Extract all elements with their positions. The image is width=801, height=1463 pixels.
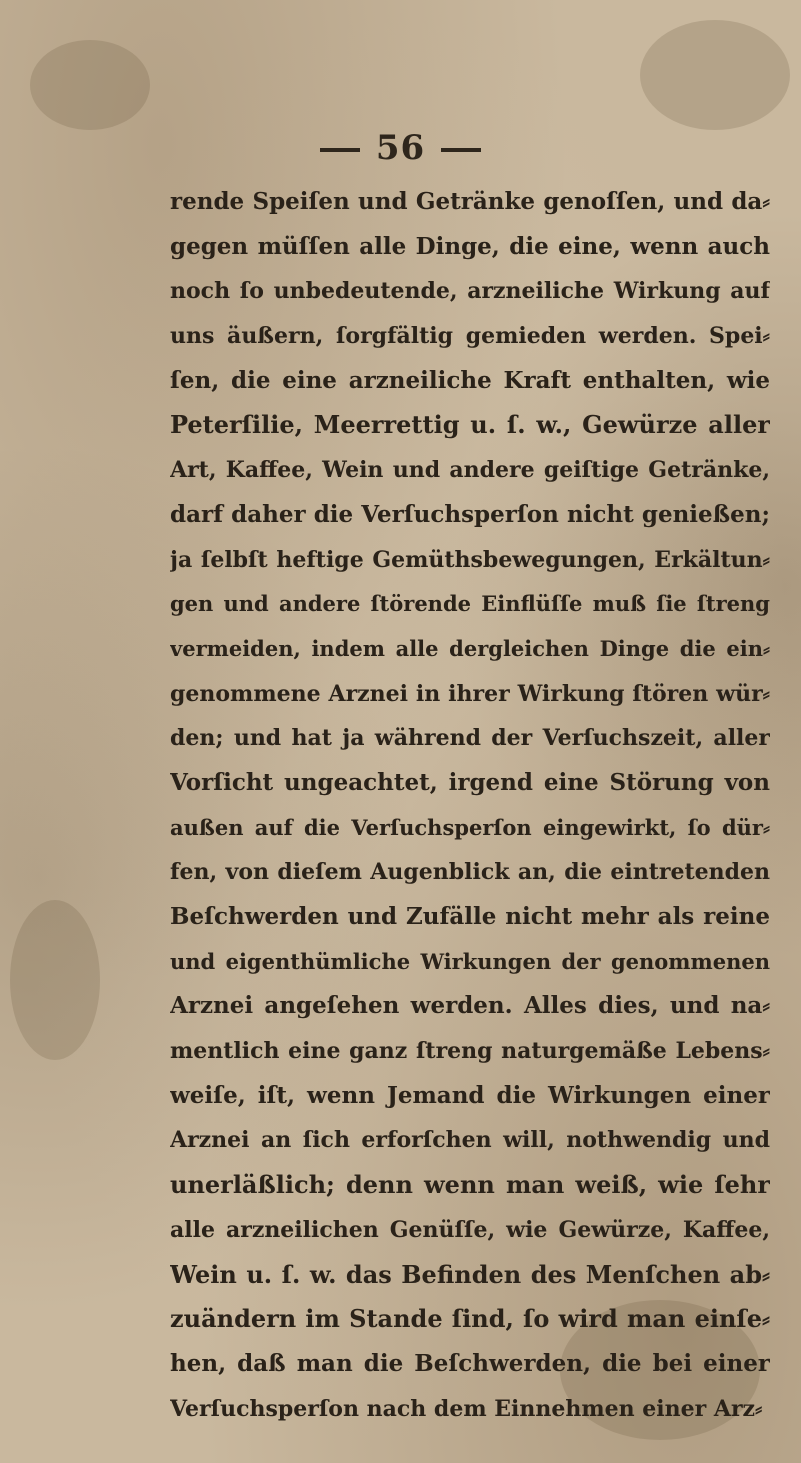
- text-line: gegen müſſen alle Dinge, die eine, wenn auch: [170, 232, 770, 260]
- text-line: ſen, die eine arzneiliche Kraft enthalten, wie: [170, 366, 770, 394]
- text-line: zuändern im Stande ſind, ſo wird man einſe⸗: [170, 1304, 770, 1334]
- text-line: darf daher die Verſuchsperſon nicht genießen;: [170, 500, 770, 528]
- text-line: Beſchwerden und Zufälle nicht mehr als reine: [170, 903, 770, 930]
- text-line: unerläßlich; denn wenn man weiß, wie ſehr: [170, 1170, 770, 1200]
- text-line: Art, Kaffee, Wein und andere geiſtige Getränke,: [170, 457, 770, 484]
- text-line: Vorſicht ungeachtet, irgend eine Störung von: [170, 768, 770, 796]
- text-line: mentlich eine ganz ſtreng naturgemäße Lebens⸗: [170, 1038, 770, 1065]
- text-line: uns äußern, ſorgfältig gemieden werden. Spei⸗: [170, 323, 770, 350]
- paper-stain: [640, 20, 790, 130]
- text-line: noch ſo unbedeutende, arzneiliche Wirkung auf: [170, 278, 770, 305]
- text-line: Peterſilie, Meerrettig u. ſ. w., Gewürze aller: [170, 410, 770, 440]
- page-header: [0, 128, 801, 168]
- text-line: Arznei angeſehen werden. Alles dies, und na⸗: [170, 992, 770, 1020]
- text-line: genommene Arznei in ihrer Wirkung ſtören wür⸗: [170, 680, 770, 707]
- text-line: gen und andere ſtörende Einflüſſe muß ſie ſtreng: [170, 591, 770, 617]
- text-line: Verſuchsperſon nach dem Einnehmen einer Arz⸗: [170, 1395, 763, 1422]
- text-line: Wein u. ſ. w. das Befinden des Menſchen ab⸗: [170, 1259, 770, 1289]
- text-line: den; und hat ja während der Verſuchszeit, aller: [170, 725, 770, 752]
- paper-stain: [30, 40, 150, 130]
- body-text: [170, 180, 770, 1431]
- text-line: außen auf die Verſuchsperſon eingewirkt, ſo dür⸗: [170, 814, 770, 840]
- text-line: fen, von dieſem Augenblick an, die eintretenden: [170, 859, 770, 886]
- paper-stain: [10, 900, 100, 1060]
- header-dash-right: [441, 148, 481, 152]
- text-line: rende Speiſen und Getränke genoſſen, und da⸗: [170, 188, 770, 215]
- text-line: hen, daß man die Beſchwerden, die bei einer: [170, 1349, 770, 1377]
- text-line: weiſe, iſt, wenn Jemand die Wirkungen einer: [170, 1081, 770, 1109]
- text-line: vermeiden, indem alle dergleichen Dinge die ein⸗: [170, 635, 770, 661]
- text-line: und eigenthümliche Wirkungen der genommenen: [170, 948, 770, 974]
- text-line: alle arzneilichen Genüſſe, wie Gewürze, Kaffee,: [170, 1216, 770, 1243]
- text-line: Arznei an ſich erforſchen will, nothwendig und: [170, 1127, 770, 1154]
- text-line: ja ſelbſt heftige Gemüthsbewegungen, Erkältun⸗: [170, 546, 770, 573]
- page-number: 56: [375, 128, 426, 168]
- header-dash-left: [320, 148, 360, 152]
